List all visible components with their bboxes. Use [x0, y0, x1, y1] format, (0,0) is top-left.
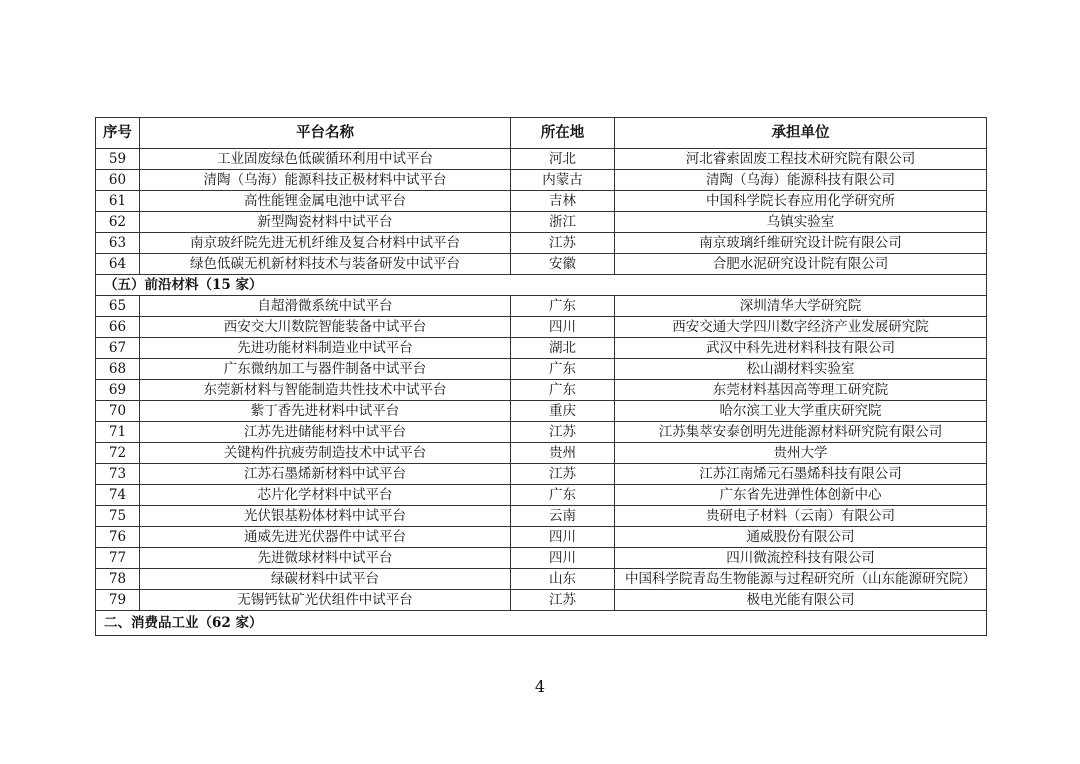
cell-location: 湖北 [511, 338, 615, 359]
cell-name: 紫丁香先进材料中试平台 [140, 401, 511, 422]
section-row [96, 611, 987, 636]
cell-location: 广东 [511, 380, 615, 401]
cell-name: 先进微球材料中试平台 [140, 548, 511, 569]
cell-organization: 广东省先进弹性体创新中心 [615, 485, 987, 506]
cell-organization: 江苏江南烯元石墨烯科技有限公司 [615, 464, 987, 485]
cell-name: 绿碳材料中试平台 [140, 569, 511, 590]
cell-organization: 深圳清华大学研究院 [615, 296, 987, 317]
table-row [96, 527, 987, 548]
cell-name: 无锡钙钛矿光伏组件中试平台 [140, 590, 511, 611]
cell-location: 吉林 [511, 191, 615, 212]
table-row [96, 380, 987, 401]
cell-name: 关键构件抗疲劳制造技术中试平台 [140, 443, 511, 464]
cell-location: 云南 [511, 506, 615, 527]
cell-name: 江苏先进储能材料中试平台 [140, 422, 511, 443]
cell-organization: 极电光能有限公司 [615, 590, 987, 611]
cell-name: 芯片化学材料中试平台 [140, 485, 511, 506]
cell-organization: 通威股份有限公司 [615, 527, 987, 548]
table-row [96, 401, 987, 422]
cell-name: 江苏石墨烯新材料中试平台 [140, 464, 511, 485]
cell-location: 浙江 [511, 212, 615, 233]
cell-location: 四川 [511, 548, 615, 569]
table-row [96, 233, 987, 254]
section-heading: 二、消费品工业（62 家） [96, 611, 987, 636]
page-number: 4 [534, 677, 546, 696]
cell-organization: 清陶（乌海）能源科技有限公司 [615, 170, 987, 191]
cell-no: 75 [96, 506, 140, 527]
cell-location: 广东 [511, 296, 615, 317]
cell-no: 72 [96, 443, 140, 464]
cell-no: 66 [96, 317, 140, 338]
cell-no: 65 [96, 296, 140, 317]
table-row [96, 191, 987, 212]
table-row [96, 296, 987, 317]
cell-organization: 河北睿索固废工程技术研究院有限公司 [615, 149, 987, 170]
cell-no: 73 [96, 464, 140, 485]
cell-no: 61 [96, 191, 140, 212]
cell-location: 安徽 [511, 254, 615, 275]
cell-no: 60 [96, 170, 140, 191]
cell-organization: 东莞材料基因高等理工研究院 [615, 380, 987, 401]
cell-location: 江苏 [511, 422, 615, 443]
cell-organization: 南京玻璃纤维研究设计院有限公司 [615, 233, 987, 254]
table-row [96, 212, 987, 233]
header-location: 所在地 [511, 118, 615, 149]
cell-name: 清陶（乌海）能源科技正极材料中试平台 [140, 170, 511, 191]
cell-organization: 贵研电子材料（云南）有限公司 [615, 506, 987, 527]
cell-name: 西安交大川数院智能装备中试平台 [140, 317, 511, 338]
header-organization: 承担单位 [615, 118, 987, 149]
cell-organization: 贵州大学 [615, 443, 987, 464]
platform-table [95, 117, 987, 636]
cell-name: 通威先进光伏器件中试平台 [140, 527, 511, 548]
cell-organization: 江苏集萃安泰创明先进能源材料研究院有限公司 [615, 422, 987, 443]
table-row [96, 359, 987, 380]
cell-name: 广东微纳加工与器件制备中试平台 [140, 359, 511, 380]
cell-organization: 四川微流控科技有限公司 [615, 548, 987, 569]
table-row [96, 464, 987, 485]
cell-location: 广东 [511, 359, 615, 380]
cell-no: 68 [96, 359, 140, 380]
cell-location: 山东 [511, 569, 615, 590]
table-row [96, 569, 987, 590]
cell-no: 70 [96, 401, 140, 422]
cell-name: 自超滑微系统中试平台 [140, 296, 511, 317]
section-heading: （五）前沿材料（15 家） [96, 275, 987, 296]
cell-no: 76 [96, 527, 140, 548]
cell-organization: 乌镇实验室 [615, 212, 987, 233]
cell-location: 江苏 [511, 464, 615, 485]
table-row [96, 338, 987, 359]
cell-no: 79 [96, 590, 140, 611]
table-row [96, 317, 987, 338]
cell-location: 四川 [511, 527, 615, 548]
cell-no: 62 [96, 212, 140, 233]
header-name: 平台名称 [140, 118, 511, 149]
cell-no: 64 [96, 254, 140, 275]
cell-name: 东莞新材料与智能制造共性技术中试平台 [140, 380, 511, 401]
cell-organization: 中国科学院长春应用化学研究所 [615, 191, 987, 212]
cell-organization: 合肥水泥研究设计院有限公司 [615, 254, 987, 275]
cell-no: 63 [96, 233, 140, 254]
table-row [96, 590, 987, 611]
cell-organization: 西安交通大学四川数字经济产业发展研究院 [615, 317, 987, 338]
section-row [96, 275, 987, 296]
table-row [96, 422, 987, 443]
cell-no: 69 [96, 380, 140, 401]
cell-name: 高性能锂金属电池中试平台 [140, 191, 511, 212]
table-row [96, 443, 987, 464]
table-row [96, 506, 987, 527]
cell-location: 江苏 [511, 590, 615, 611]
cell-location: 贵州 [511, 443, 615, 464]
cell-location: 广东 [511, 485, 615, 506]
cell-location: 河北 [511, 149, 615, 170]
cell-organization: 武汉中科先进材料科技有限公司 [615, 338, 987, 359]
cell-no: 78 [96, 569, 140, 590]
table-row [96, 254, 987, 275]
cell-no: 77 [96, 548, 140, 569]
cell-name: 先进功能材料制造业中试平台 [140, 338, 511, 359]
cell-no: 74 [96, 485, 140, 506]
table-row [96, 149, 987, 170]
cell-no: 67 [96, 338, 140, 359]
cell-organization: 哈尔滨工业大学重庆研究院 [615, 401, 987, 422]
cell-name: 光伏银基粉体材料中试平台 [140, 506, 511, 527]
cell-name: 工业固废绿色低碳循环利用中试平台 [140, 149, 511, 170]
cell-location: 重庆 [511, 401, 615, 422]
cell-no: 71 [96, 422, 140, 443]
cell-location: 四川 [511, 317, 615, 338]
cell-organization: 松山湖材料实验室 [615, 359, 987, 380]
header-no: 序号 [96, 118, 140, 149]
table-row [96, 485, 987, 506]
cell-name: 绿色低碳无机新材料技术与装备研发中试平台 [140, 254, 511, 275]
cell-no: 59 [96, 149, 140, 170]
cell-location: 内蒙古 [511, 170, 615, 191]
table-row [96, 548, 987, 569]
cell-organization: 中国科学院青岛生物能源与过程研究所（山东能源研究院） [615, 569, 987, 590]
table-row [96, 170, 987, 191]
cell-name: 新型陶瓷材料中试平台 [140, 212, 511, 233]
table-header-row [96, 118, 987, 149]
cell-name: 南京玻纤院先进无机纤维及复合材料中试平台 [140, 233, 511, 254]
cell-location: 江苏 [511, 233, 615, 254]
